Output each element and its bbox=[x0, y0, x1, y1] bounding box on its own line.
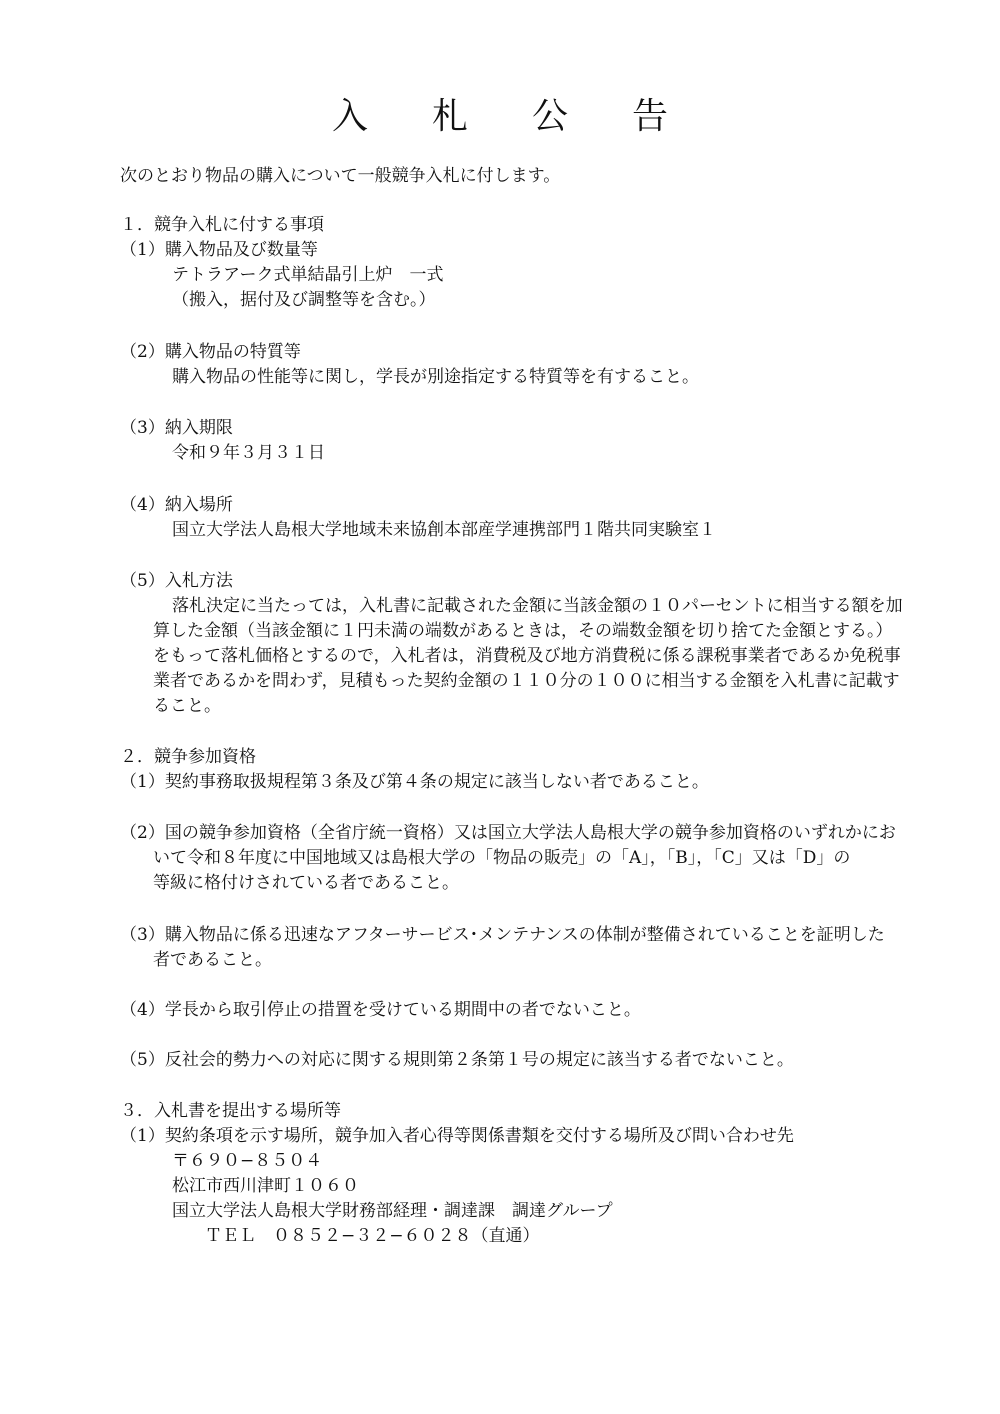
s1-item-5-para-line: 業者であるかを問わず，見積もった契約金額の１１０分の１００に相当する金額を入札書に記載す bbox=[153, 671, 900, 691]
s2-item-2-line: いて令和８年度に中国地域又は島根大学の「物品の販売」の「A」，「B」，「C」又は「D」の bbox=[153, 848, 851, 868]
section-3-heading: ３．入札書を提出する場所等 bbox=[120, 1101, 341, 1121]
s1-item-2-label: （2）購入物品の特質等 bbox=[120, 342, 301, 362]
section-2-heading: ２．競争参加資格 bbox=[120, 747, 256, 767]
s1-item-4-label: （4）納入場所 bbox=[120, 495, 233, 515]
s2-item-2-line: （2）国の競争参加資格（全省庁統一資格）又は国立大学法人島根大学の競争参加資格のいずれかにお bbox=[120, 823, 896, 843]
s1-item-1-line-2: （搬入，据付及び調整等を含む。） bbox=[172, 290, 436, 310]
s2-item-5: （5）反社会的勢力への対応に関する規則第２条第１号の規定に該当する者でないこと。 bbox=[120, 1050, 794, 1070]
s1-item-5-para-line: をもって落札価格とするので，入札者は，消費税及び地方消費税に係る課税事業者であるか免税事 bbox=[153, 646, 901, 666]
s1-item-5-para-line: 落札決定に当たっては，入札書に記載された金額に当該金額の１０パーセントに相当する額を加 bbox=[172, 596, 903, 616]
s1-item-5-para-line: ること。 bbox=[153, 696, 221, 716]
title-char: 札 bbox=[431, 96, 468, 137]
s1-item-3-line-1: 令和９年３月３１日 bbox=[172, 443, 325, 463]
s3-item-1-label: （1）契約条項を示す場所，競争加入者心得等関係書類を交付する場所及び問い合わせ先 bbox=[120, 1126, 794, 1146]
s1-item-4-line-1: 国立大学法人島根大学地域未来協創本部産学連携部門１階共同実験室１ bbox=[172, 520, 716, 540]
s1-item-5-para-line: 算した金額（当該金額に１円未満の端数があるときは，その端数金額を切り捨てた金額とする。） bbox=[153, 621, 893, 641]
intro-text: 次のとおり物品の購入について一般競争入札に付します。 bbox=[120, 166, 561, 186]
s2-item-3-line: （3）購入物品に係る迅速なアフターサービス･メンテナンスの体制が整備されていることを証明した bbox=[120, 925, 885, 945]
s1-item-5-label: （5）入札方法 bbox=[120, 571, 233, 591]
page-title bbox=[0, 88, 1000, 139]
office-name: 国立大学法人島根大学財務部経理・調達課 調達グループ bbox=[172, 1201, 613, 1221]
s2-item-2-line: 等級に格付けされている者であること。 bbox=[153, 873, 459, 893]
s2-item-1: （1）契約事務取扱規程第３条及び第４条の規定に該当しない者であること。 bbox=[120, 772, 709, 792]
s1-item-3-label: （3）納入期限 bbox=[120, 418, 233, 438]
title-char: 告 bbox=[632, 96, 669, 137]
telephone: ＴＥＬ ０８５２−３２−６０２８（直通） bbox=[205, 1226, 540, 1246]
title-char: 公 bbox=[532, 96, 569, 137]
s1-item-1-label: （1）購入物品及び数量等 bbox=[120, 240, 318, 260]
title-char: 入 bbox=[331, 96, 368, 137]
section-1-heading: １．競争入札に付する事項 bbox=[120, 215, 324, 235]
postal-code: 〒６９０−８５０４ bbox=[172, 1151, 323, 1171]
s2-item-4: （4）学長から取引停止の措置を受けている期間中の者でないこと。 bbox=[120, 1000, 641, 1020]
address: 松江市西川津町１０６０ bbox=[172, 1176, 359, 1196]
s1-item-2-line-1: 購入物品の性能等に関し，学長が別途指定する特質等を有すること。 bbox=[172, 367, 699, 387]
s1-item-1-line-1: テトラアーク式単結晶引上炉 一式 bbox=[172, 265, 444, 285]
s2-item-3-line: 者であること。 bbox=[153, 950, 272, 970]
